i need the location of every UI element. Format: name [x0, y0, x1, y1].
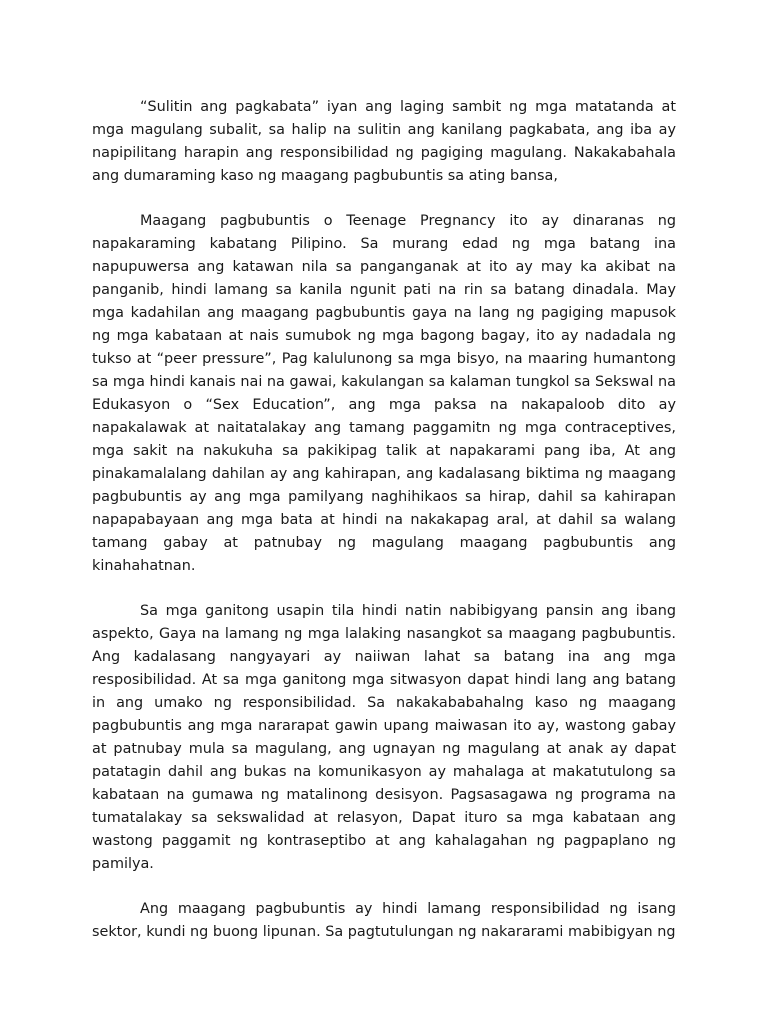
paragraph-2: Maagang pagbubuntis o Teenage Pregnancy ito ay dinaranas ng napakaraming kabatang Pilipino. Sa murang edad ng mga batang ina napupuwersa ang katawan nila sa panganganak at ito ay may ka akibat na panganib, hindi lamang sa kanila ngunit pati na rin sa batang dinadala. May mga kadahilan ang maagang pagbubuntis gaya na lang ng pagiging mapusok ng mga kabataan at nais sumubok ng mga bagong bagay, ito ay nadadala ng tukso at “peer pressure”, Pag kalulunong sa mga bisyo, na maaring humantong sa mga hindi kanais nai na gawai, kakulangan sa kalaman tungkol sa Sekswal na Edukasyon o “Sex Education”, ang mga paksa na nakapaloob dito ay napakalawak at naitatalakay ang tamang paggamitn ng mga contraceptives, mga sakit na nakukuha sa pakikipag talik at napakarami pang iba, At ang pinakamalalang dahilan ay ang kahirapan, ang kadalasang biktima ng maagang pagbubuntis ay ang mga pamilyang naghihikaos sa hirap, dahil sa kahirapan napapabayaan ang mga bata at hindi na nakakapag aral, at dahil sa walang tamang gabay at patnubay ng magulang maagang pagbubuntis ang kinahahatnan.: [92, 213, 676, 574]
paragraph-3: Sa mga ganitong usapin tila hindi natin nabibigyang pansin ang ibang aspekto, Gaya na lamang ng mga lalaking nasangkot sa maagang pagbubuntis. Ang kadalasang nangyayari ay naiiwan lahat sa batang ina ang mga resposibilidad. At sa mga ganitong mga sitwasyon dapat hindi lang ang batang in ang umako ng responsibilidad. Sa nakakababahalng kaso ng maagang pagbubuntis ang mga nararapat gawin upang maiwasan ito ay, wastong gabay at patnubay mula sa magulang, ang ugnayan ng magulang at anak ay dapat patatagin dahil ang bukas na komunikasyon ay mahalaga at makatutulong sa kabataan na gumawa ng matalinong desisyon. Pagsasagawa ng programa na tumatalakay sa sekswalidad at relasyon, Dapat ituro sa mga kabataan ang wastong paggamit ng kontraseptibo at ang kahalagahan ng pagpaplano ng pamilya.: [92, 603, 676, 872]
paragraph-4: Ang maagang pagbubuntis ay hindi lamang responsibilidad ng isang sektor, kundi ng buong lipunan. Sa pagtutulungan ng nakararami mabibigyan ng: [92, 901, 676, 940]
paragraph-1: “Sulitin ang pagkabata” iyan ang laging sambit ng mga matatanda at mga magulang subalit, sa halip na sulitin ang kanilang pagkabata, ang iba ay napipilitang harapin ang responsibilidad ng pagiging magulang. Nakakabahala ang dumaraming kaso ng maagang pagbubuntis sa ating bansa,: [92, 99, 676, 184]
